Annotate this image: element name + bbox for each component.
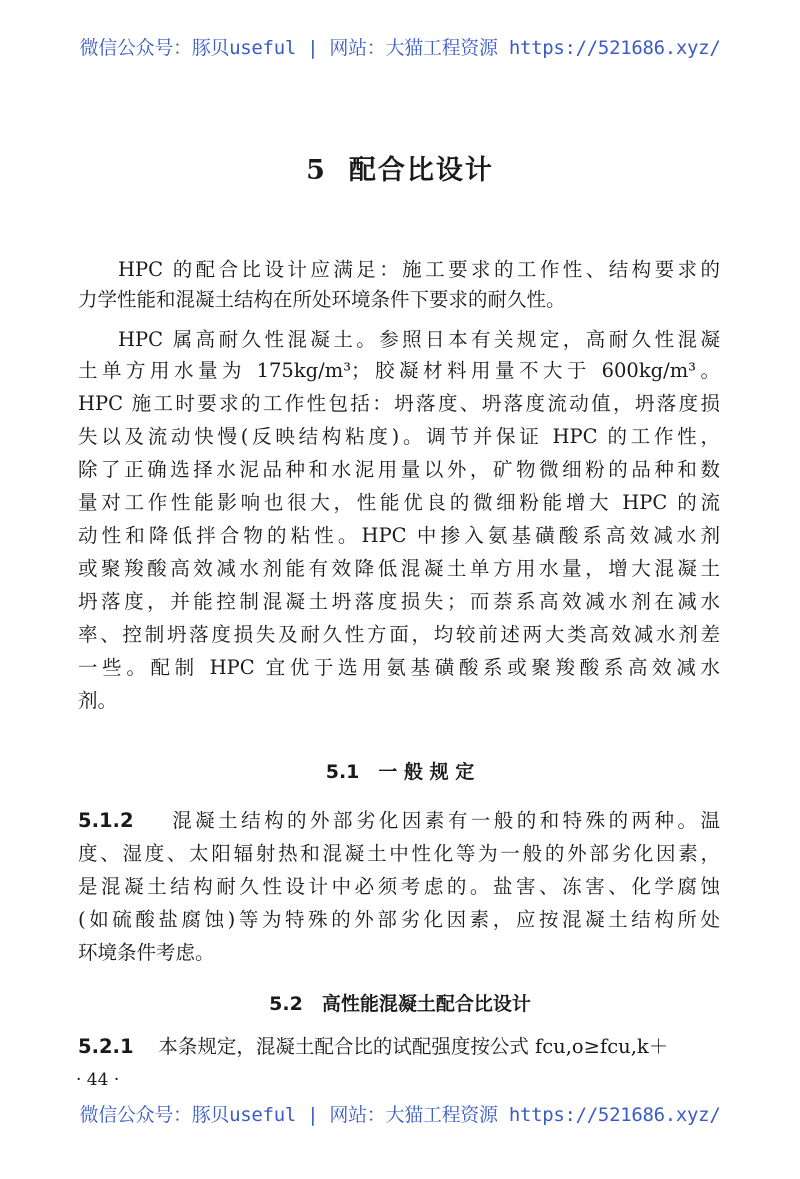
text-line: 是混凝土结构耐久性设计中必须考虑的。盐害、冻害、化学腐蚀 bbox=[78, 875, 720, 898]
text-line: HPC 属高耐久性混凝土。参照日本有关规定，高耐久性混凝 bbox=[118, 328, 720, 351]
text-line: 量对工作性能影响也很大，性能优良的微细粉能增大 HPC 的流 bbox=[78, 491, 720, 514]
watermark-bottom: 微信公众号：豚贝useful | 网站：大猫工程资源 https://521686.xyz/ bbox=[79, 1104, 721, 1126]
clause-5-2-1 bbox=[78, 1035, 720, 1059]
text-line: 坍落度，并能控制混凝土坍落度损失；而萘系高效减水剂在减水 bbox=[78, 590, 720, 613]
watermark-top: 微信公众号：豚贝useful | 网站：大猫工程资源 https://521686.xyz/ bbox=[79, 37, 721, 59]
text-line: 除了正确选择水泥品种和水泥用量以外，矿物微细粉的品种和数 bbox=[78, 458, 720, 481]
chapter-number: 5 bbox=[306, 155, 327, 186]
text-line: 力学性能和混凝土结构在所处环境条件下要求的耐久性。 bbox=[78, 288, 566, 311]
text-line: 度、湿度、太阳辐射热和混凝土中性化等为一般的外部劣化因素， bbox=[78, 842, 720, 865]
clause-number: 5.1.2 bbox=[78, 809, 134, 832]
clause-text: 混凝土结构的外部劣化因素有一般的和特殊的两种。温 bbox=[172, 809, 720, 832]
text-line: 率、控制坍落度损失及耐久性方面，均较前述两大类高效减水剂差 bbox=[78, 623, 720, 646]
clause-text: 本条规定，混凝土配合比的试配强度按公式 fcu,o≥fcu,k＋ bbox=[158, 1035, 669, 1058]
text-line: 或聚羧酸高效减水剂能有效降低混凝土单方用水量，增大混凝土 bbox=[78, 557, 720, 580]
chapter-name: 配合比设计 bbox=[348, 155, 494, 186]
page-number: · 44 · bbox=[76, 1070, 120, 1090]
text-line: (如硫酸盐腐蚀)等为特殊的外部劣化因素，应按混凝土结构所处 bbox=[78, 908, 720, 931]
clause-number: 5.2.1 bbox=[78, 1035, 134, 1058]
text-line: 一些。配制 HPC 宜优于选用氨基磺酸系或聚羧酸系高效减水 bbox=[78, 656, 720, 679]
text-line: 失以及流动快慢(反映结构粘度)。调节并保证 HPC 的工作性， bbox=[78, 425, 720, 448]
text-line: HPC 的配合比设计应满足：施工要求的工作性、结构要求的 bbox=[118, 258, 720, 281]
chapter-title bbox=[0, 148, 800, 187]
text-line: 土单方用水量为 175kg/m³；胶凝材料用量不大于 600kg/m³。 bbox=[78, 359, 720, 382]
text-line bbox=[78, 809, 720, 833]
section-heading-5-2: 5.2 高性能混凝土配合比设计 bbox=[269, 993, 531, 1015]
text-line: 动性和降低拌合物的粘性。HPC 中掺入氨基磺酸系高效减水剂 bbox=[78, 524, 720, 547]
text-line: 剂。 bbox=[78, 689, 118, 712]
text-line: HPC 施工时要求的工作性包括：坍落度、坍落度流动值，坍落度损 bbox=[78, 392, 720, 415]
section-heading-5-1: 5.1 一 般 规 定 bbox=[325, 761, 475, 783]
text-line: 环境条件考虑。 bbox=[78, 941, 215, 964]
